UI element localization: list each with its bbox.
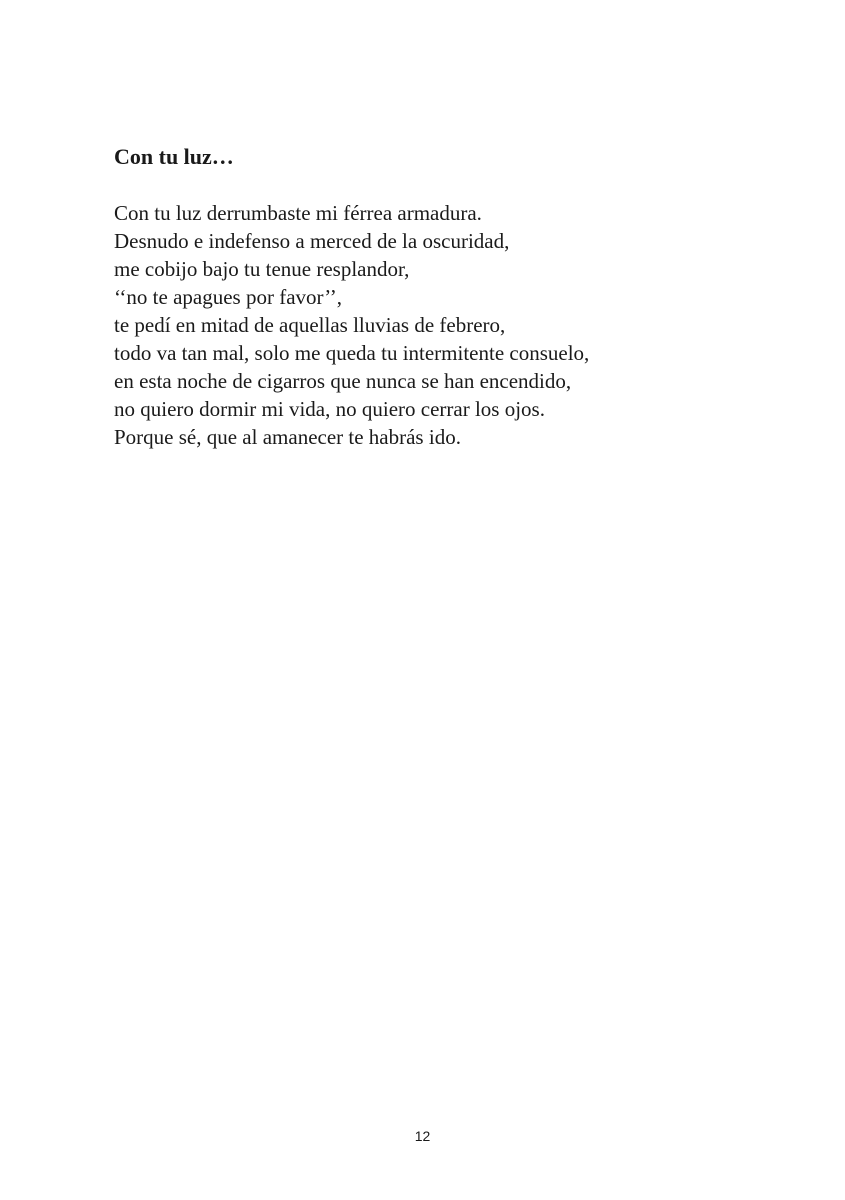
poem-line: Porque sé, que al amanecer te habrás ido. [114,425,461,449]
poem-line: ‘‘no te apagues por favor’’, [114,285,342,309]
page-number: 12 [414,1128,431,1144]
poem-line: todo va tan mal, solo me queda tu intermitente consuelo, [114,341,590,365]
poem-title: Con tu luz… [114,144,234,169]
poem-line: no quiero dormir mi vida, no quiero cerrar los ojos. [114,397,545,421]
poem-line: Con tu luz derrumbaste mi férrea armadura. [114,201,482,225]
poem-line: en esta noche de cigarros que nunca se han encendido, [114,369,572,393]
poem-body [114,199,589,451]
poem-line: me cobijo bajo tu tenue resplandor, [114,257,410,281]
poem-line: Desnudo e indefenso a merced de la oscuridad, [114,229,510,253]
poem-line: te pedí en mitad de aquellas lluvias de febrero, [114,313,506,337]
